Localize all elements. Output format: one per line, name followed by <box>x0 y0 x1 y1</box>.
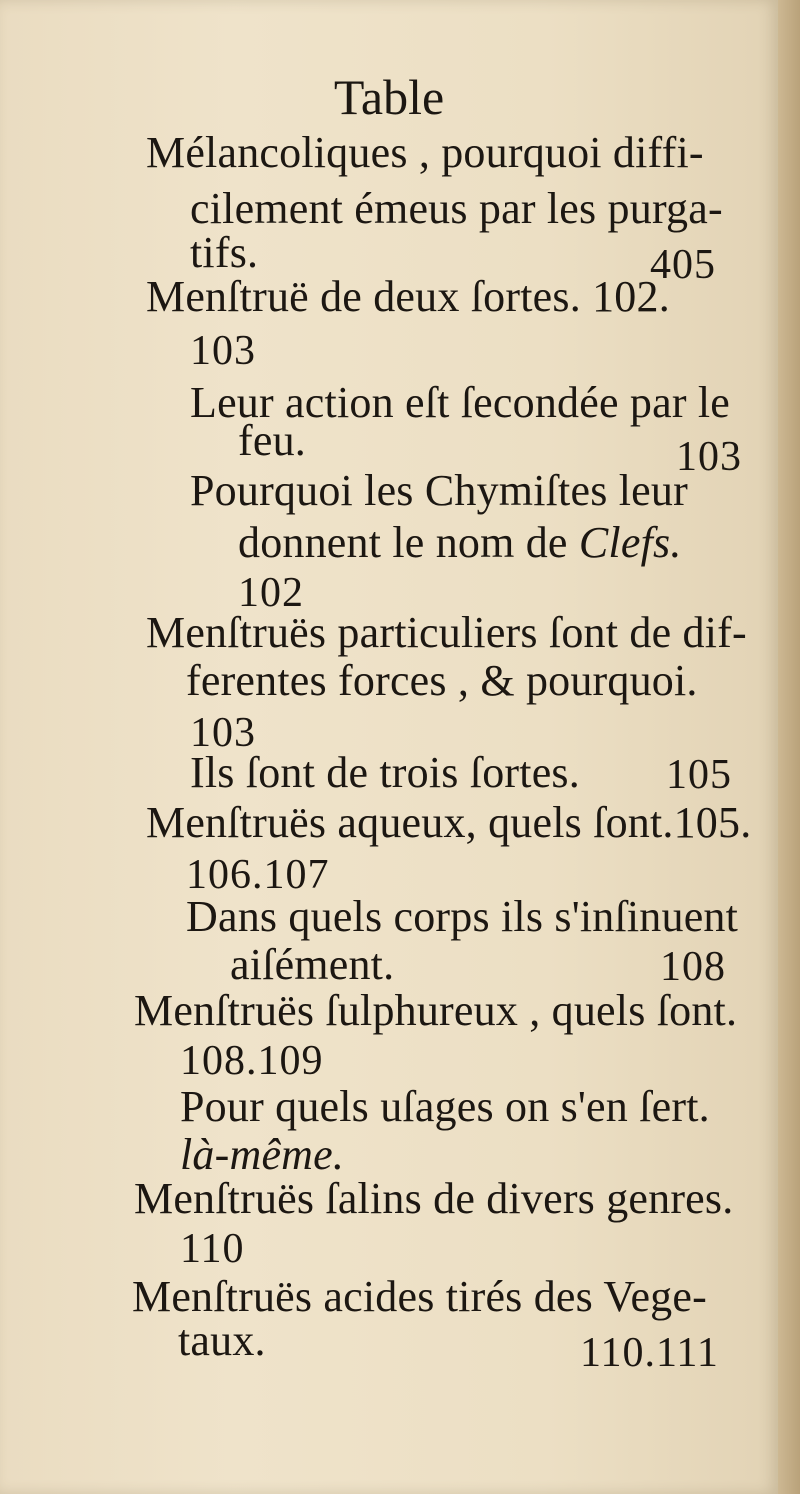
page-number: 103 <box>676 434 742 480</box>
index-line: Menſtruës acides tirés des Vege- <box>132 1272 707 1321</box>
index-line: Mélancoliques , pourquoi diffi- <box>146 128 704 177</box>
index-line: Menſtruës aqueux, quels ſont.105. <box>146 798 752 847</box>
index-line: cilement émeus par les purga- <box>190 184 723 233</box>
index-line: Menſtruës ſulphureux , quels ſont. <box>134 986 738 1035</box>
index-line: tifs. <box>190 228 259 277</box>
page-number: 110.111 <box>580 1330 719 1376</box>
index-line: Ils ſont de trois ſortes. <box>190 748 580 797</box>
page-number: 110 <box>180 1226 245 1272</box>
page-number: 103 <box>190 328 256 374</box>
page-number: 108 <box>660 944 726 990</box>
index-line: feu. <box>238 416 306 465</box>
index-line: Pourquoi les Chymiſtes leur <box>190 466 688 515</box>
index-line: là-même. <box>180 1130 345 1179</box>
index-line: Menſtruës ſalins de divers genres. <box>134 1174 734 1223</box>
page-heading: Table <box>333 69 445 125</box>
page-number: 405 <box>650 242 716 288</box>
page-edge <box>778 0 800 1494</box>
page-number: 103 <box>190 710 256 756</box>
index-line: Leur action eſt ſecondée par le <box>190 378 731 427</box>
index-line: aiſément. <box>230 940 395 989</box>
index-line: Pour quels uſages on s'en ſert. <box>180 1082 710 1131</box>
page-number: 108.109 <box>180 1038 324 1084</box>
index-line: taux. <box>178 1316 266 1365</box>
page-number: 106.107 <box>186 852 330 898</box>
index-line: ferentes forces , & pourquoi. <box>186 656 698 705</box>
page-number: 102 <box>238 570 304 616</box>
index-text-italic: Clefs. <box>578 518 682 567</box>
index-line: Menſtruë de deux ſortes. 102. <box>146 272 670 321</box>
page-number: 105 <box>666 752 732 798</box>
index-line <box>238 516 682 570</box>
index-line: Menſtruës particuliers ſont de dif- <box>146 608 747 657</box>
index-line: Dans quels corps ils s'inſinuent <box>186 892 739 941</box>
index-text: donnent le nom de <box>238 518 579 567</box>
